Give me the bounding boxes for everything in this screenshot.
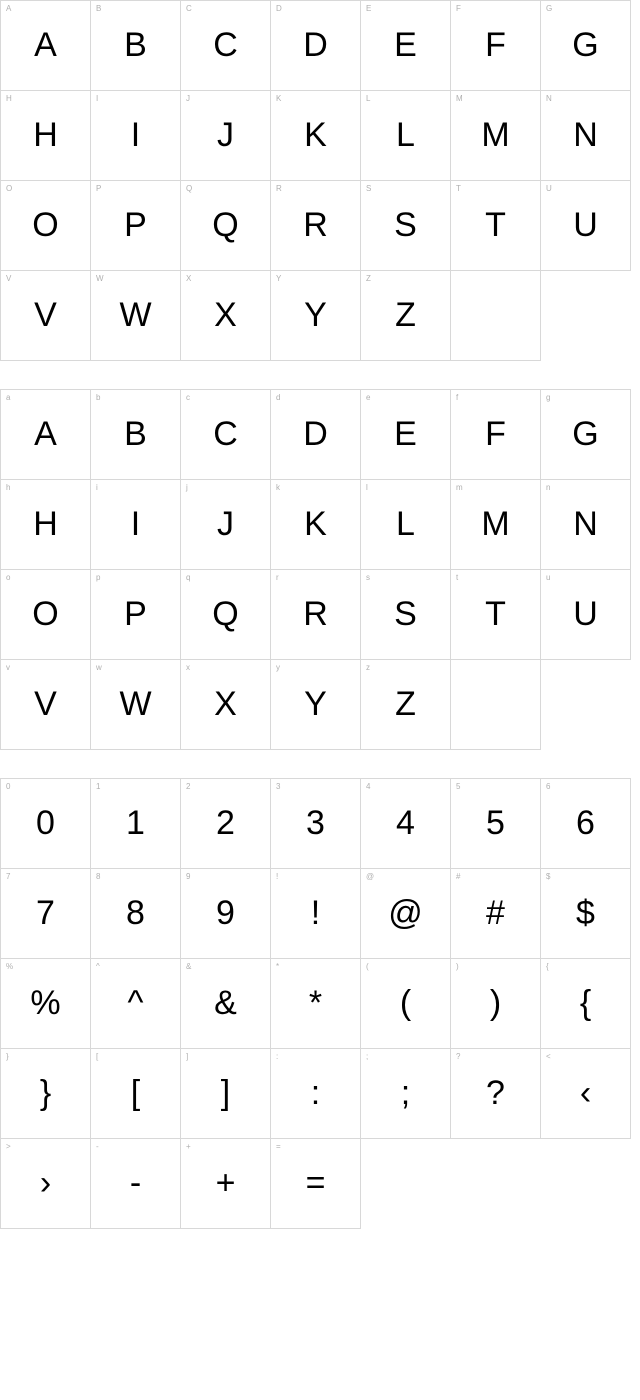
glyph-character: # bbox=[486, 893, 505, 932]
glyph-cell bbox=[181, 959, 271, 1049]
glyph-cell bbox=[1, 1139, 91, 1229]
glyph-cell bbox=[361, 1049, 451, 1139]
glyph-code-label: F bbox=[456, 4, 461, 13]
glyph-cell-empty bbox=[451, 271, 541, 361]
glyph-cell bbox=[361, 1, 451, 91]
glyph-character: 3 bbox=[306, 803, 325, 842]
glyph-cell bbox=[181, 779, 271, 869]
glyph-code-label: # bbox=[456, 872, 461, 881]
glyph-character: ] bbox=[220, 1073, 231, 1112]
glyph-cell bbox=[91, 390, 181, 480]
glyph-code-label: 5 bbox=[456, 782, 461, 791]
glyph-character: D bbox=[303, 414, 328, 453]
glyph-character: Y bbox=[304, 684, 327, 723]
glyph-cell bbox=[181, 570, 271, 660]
glyph-cell bbox=[271, 1139, 361, 1229]
glyph-cell bbox=[271, 1, 361, 91]
glyph-cell bbox=[181, 1139, 271, 1229]
glyph-cell bbox=[91, 1139, 181, 1229]
glyph-character: ( bbox=[399, 983, 412, 1022]
glyph-cell bbox=[271, 570, 361, 660]
glyph-character: T bbox=[485, 205, 506, 244]
glyph-cell bbox=[541, 779, 631, 869]
glyph-code-label: l bbox=[366, 483, 368, 492]
glyph-code-label: a bbox=[6, 393, 11, 402]
glyph-character: Z bbox=[395, 295, 416, 334]
glyph-code-label: D bbox=[276, 4, 282, 13]
glyph-cell bbox=[361, 570, 451, 660]
glyph-code-label: 2 bbox=[186, 782, 191, 791]
glyph-cell bbox=[91, 779, 181, 869]
glyph-cell bbox=[541, 390, 631, 480]
glyph-character: T bbox=[485, 594, 506, 633]
glyph-character: 2 bbox=[216, 803, 235, 842]
glyph-character: * bbox=[308, 983, 323, 1022]
glyph-code-label: G bbox=[546, 4, 553, 13]
glyph-character: [ bbox=[130, 1073, 141, 1112]
glyph-code-label: M bbox=[456, 94, 463, 103]
glyph-character: + bbox=[215, 1163, 236, 1202]
glyph-cell bbox=[541, 480, 631, 570]
glyph-character: S bbox=[394, 594, 417, 633]
glyph-section-uppercase bbox=[0, 0, 631, 361]
glyph-cell bbox=[541, 1, 631, 91]
glyph-character: G bbox=[572, 25, 599, 64]
glyph-code-label: 1 bbox=[96, 782, 101, 791]
glyph-code-label: b bbox=[96, 393, 101, 402]
glyph-cell bbox=[541, 1049, 631, 1139]
glyph-cell bbox=[451, 181, 541, 271]
glyph-cell bbox=[271, 869, 361, 959]
glyph-cell bbox=[361, 181, 451, 271]
glyph-character: C bbox=[213, 25, 238, 64]
glyph-code-label: c bbox=[186, 393, 190, 402]
glyph-character: 8 bbox=[126, 893, 145, 932]
glyph-cell-blank bbox=[451, 1139, 541, 1229]
glyph-code-label: y bbox=[276, 663, 280, 672]
glyph-code-label: 6 bbox=[546, 782, 551, 791]
glyph-cell bbox=[181, 1049, 271, 1139]
glyph-code-label: h bbox=[6, 483, 11, 492]
glyph-cell bbox=[181, 869, 271, 959]
glyph-code-label: - bbox=[96, 1142, 99, 1151]
glyph-character: R bbox=[303, 594, 328, 633]
glyph-code-label: i bbox=[96, 483, 98, 492]
glyph-cell bbox=[1, 390, 91, 480]
glyph-cell bbox=[1, 959, 91, 1049]
glyph-cell bbox=[181, 480, 271, 570]
glyph-cell bbox=[181, 390, 271, 480]
glyph-cell bbox=[271, 779, 361, 869]
glyph-code-label: 3 bbox=[276, 782, 281, 791]
glyph-character: E bbox=[394, 414, 417, 453]
glyph-code-label: f bbox=[456, 393, 459, 402]
glyph-code-label: K bbox=[276, 94, 282, 103]
glyph-character: D bbox=[303, 25, 328, 64]
glyph-cell bbox=[91, 959, 181, 1049]
glyph-character: M bbox=[481, 504, 510, 543]
glyph-section-symbols bbox=[0, 778, 631, 1229]
glyph-code-label: ) bbox=[456, 962, 459, 971]
glyph-code-label: E bbox=[366, 4, 372, 13]
glyph-cell bbox=[91, 869, 181, 959]
glyph-cell bbox=[451, 1, 541, 91]
glyph-character: H bbox=[33, 115, 58, 154]
glyph-character: 1 bbox=[126, 803, 145, 842]
glyph-cell bbox=[361, 869, 451, 959]
glyph-character: E bbox=[394, 25, 417, 64]
glyph-cell bbox=[91, 570, 181, 660]
glyph-character: O bbox=[32, 205, 59, 244]
glyph-character: = bbox=[305, 1163, 326, 1202]
glyph-character: L bbox=[396, 504, 415, 543]
glyph-character: 5 bbox=[486, 803, 505, 842]
glyph-character: K bbox=[304, 115, 327, 154]
glyph-code-label: n bbox=[546, 483, 551, 492]
glyph-character: 6 bbox=[576, 803, 595, 842]
glyph-cell bbox=[271, 181, 361, 271]
glyph-character: K bbox=[304, 504, 327, 543]
glyph-cell bbox=[361, 91, 451, 181]
glyph-code-label: t bbox=[456, 573, 459, 582]
glyph-cell bbox=[541, 570, 631, 660]
glyph-character: A bbox=[34, 414, 57, 453]
glyph-cell bbox=[541, 181, 631, 271]
glyph-cell bbox=[361, 959, 451, 1049]
glyph-code-label: u bbox=[546, 573, 551, 582]
glyph-code-label: < bbox=[546, 1052, 551, 1061]
glyph-character: B bbox=[124, 414, 147, 453]
glyph-character bbox=[451, 660, 540, 749]
glyph-cell bbox=[541, 91, 631, 181]
glyph-cell bbox=[181, 181, 271, 271]
glyph-cell-blank bbox=[541, 660, 631, 750]
glyph-code-label: ! bbox=[276, 872, 279, 881]
glyph-code-label: I bbox=[96, 94, 99, 103]
glyph-code-label: w bbox=[96, 663, 102, 672]
glyph-code-label: X bbox=[186, 274, 192, 283]
glyph-character: } bbox=[39, 1073, 52, 1112]
glyph-code-label: ^ bbox=[96, 962, 100, 971]
glyph-cell bbox=[451, 779, 541, 869]
glyph-section-lowercase bbox=[0, 389, 631, 750]
glyph-cell-blank bbox=[361, 1139, 451, 1229]
glyph-character: % bbox=[30, 983, 61, 1022]
glyph-code-label: ? bbox=[456, 1052, 461, 1061]
glyph-character: X bbox=[214, 684, 237, 723]
glyph-cell bbox=[1, 1049, 91, 1139]
glyph-code-label: ; bbox=[366, 1052, 369, 1061]
glyph-code-label: p bbox=[96, 573, 101, 582]
glyph-character: U bbox=[573, 205, 598, 244]
glyph-character: Q bbox=[212, 205, 239, 244]
glyph-character: $ bbox=[576, 893, 595, 932]
glyph-code-label: 4 bbox=[366, 782, 371, 791]
glyph-code-label: q bbox=[186, 573, 191, 582]
glyph-cell bbox=[271, 271, 361, 361]
glyph-cell bbox=[1, 480, 91, 570]
glyph-character bbox=[451, 271, 540, 360]
glyph-code-label: L bbox=[366, 94, 371, 103]
glyph-code-label: H bbox=[6, 94, 12, 103]
glyph-code-label: $ bbox=[546, 872, 551, 881]
glyph-character: F bbox=[485, 414, 506, 453]
glyph-code-label: 9 bbox=[186, 872, 191, 881]
glyph-cell bbox=[1, 779, 91, 869]
glyph-code-label: d bbox=[276, 393, 281, 402]
glyph-character: ^ bbox=[127, 983, 144, 1022]
glyph-cell bbox=[271, 390, 361, 480]
glyph-cell bbox=[451, 1049, 541, 1139]
glyph-code-label: C bbox=[186, 4, 192, 13]
glyph-code-label: ( bbox=[366, 962, 369, 971]
glyph-character: { bbox=[579, 983, 592, 1022]
glyph-code-label: 0 bbox=[6, 782, 11, 791]
glyph-code-label: = bbox=[276, 1142, 281, 1151]
glyph-code-label: * bbox=[276, 962, 280, 971]
glyph-character: Z bbox=[395, 684, 416, 723]
glyph-cell bbox=[361, 480, 451, 570]
glyph-code-label: A bbox=[6, 4, 12, 13]
glyph-character: X bbox=[214, 295, 237, 334]
glyph-character: - bbox=[129, 1163, 142, 1202]
glyph-cell bbox=[1, 869, 91, 959]
glyph-code-label: > bbox=[6, 1142, 11, 1151]
glyph-cell-blank bbox=[541, 1139, 631, 1229]
glyph-cell bbox=[91, 480, 181, 570]
glyph-character: 7 bbox=[36, 893, 55, 932]
glyph-cell bbox=[1, 91, 91, 181]
glyph-character: › bbox=[39, 1163, 52, 1202]
glyph-code-label: T bbox=[456, 184, 461, 193]
glyph-cell bbox=[451, 91, 541, 181]
glyph-code-label: { bbox=[546, 962, 549, 971]
glyph-character: H bbox=[33, 504, 58, 543]
glyph-code-label: % bbox=[6, 962, 14, 971]
glyph-character: B bbox=[124, 25, 147, 64]
glyph-character: P bbox=[124, 594, 147, 633]
glyph-character: P bbox=[124, 205, 147, 244]
glyph-cell bbox=[181, 91, 271, 181]
glyph-character: @ bbox=[388, 893, 423, 932]
glyph-code-label: x bbox=[186, 663, 190, 672]
glyph-character: 4 bbox=[396, 803, 415, 842]
glyph-code-label: r bbox=[276, 573, 279, 582]
glyph-cell bbox=[541, 959, 631, 1049]
glyph-cell bbox=[1, 271, 91, 361]
glyph-cell bbox=[1, 660, 91, 750]
glyph-character: R bbox=[303, 205, 328, 244]
glyph-cell bbox=[91, 1049, 181, 1139]
glyph-character: V bbox=[34, 684, 57, 723]
glyph-cell bbox=[451, 959, 541, 1049]
glyph-code-label: j bbox=[186, 483, 188, 492]
glyph-cell bbox=[91, 91, 181, 181]
glyph-cell-empty bbox=[451, 660, 541, 750]
glyph-character: ? bbox=[486, 1073, 505, 1112]
glyph-cell bbox=[541, 869, 631, 959]
glyph-cell bbox=[451, 869, 541, 959]
glyph-code-label: g bbox=[546, 393, 551, 402]
glyph-character: ) bbox=[489, 983, 502, 1022]
glyph-code-label: O bbox=[6, 184, 13, 193]
glyph-character: C bbox=[213, 414, 238, 453]
glyph-cell bbox=[451, 480, 541, 570]
glyph-code-label: m bbox=[456, 483, 463, 492]
glyph-character: 9 bbox=[216, 893, 235, 932]
glyph-cell bbox=[181, 271, 271, 361]
glyph-code-label: + bbox=[186, 1142, 191, 1151]
glyph-code-label: s bbox=[366, 573, 370, 582]
glyph-cell bbox=[271, 660, 361, 750]
glyph-code-label: P bbox=[96, 184, 102, 193]
glyph-cell bbox=[271, 91, 361, 181]
glyph-code-label: Q bbox=[186, 184, 193, 193]
glyph-character: L bbox=[396, 115, 415, 154]
glyph-character: : bbox=[310, 1073, 321, 1112]
glyph-cell bbox=[271, 480, 361, 570]
glyph-character: Q bbox=[212, 594, 239, 633]
glyph-cell bbox=[1, 1, 91, 91]
glyph-cell bbox=[91, 181, 181, 271]
glyph-code-label: z bbox=[366, 663, 370, 672]
glyph-character: J bbox=[217, 115, 234, 154]
glyph-cell bbox=[91, 660, 181, 750]
glyph-character: O bbox=[32, 594, 59, 633]
glyph-code-label: e bbox=[366, 393, 371, 402]
glyph-character: G bbox=[572, 414, 599, 453]
glyph-cell bbox=[361, 779, 451, 869]
glyph-code-label: [ bbox=[96, 1052, 99, 1061]
glyph-cell bbox=[451, 390, 541, 480]
glyph-character: U bbox=[573, 594, 598, 633]
glyph-character: I bbox=[130, 115, 141, 154]
glyph-code-label: B bbox=[96, 4, 102, 13]
glyph-code-label: S bbox=[366, 184, 372, 193]
glyph-cell bbox=[91, 271, 181, 361]
glyph-character: N bbox=[573, 504, 598, 543]
glyph-code-label: Z bbox=[366, 274, 371, 283]
glyph-character: ; bbox=[400, 1073, 411, 1112]
glyph-character: Y bbox=[304, 295, 327, 334]
glyph-cell bbox=[271, 959, 361, 1049]
glyph-cell bbox=[181, 660, 271, 750]
glyph-code-label: o bbox=[6, 573, 11, 582]
glyph-character: M bbox=[481, 115, 510, 154]
glyph-cell bbox=[1, 570, 91, 660]
section-divider-1 bbox=[0, 361, 640, 389]
glyph-character: W bbox=[119, 684, 152, 723]
glyph-code-label: U bbox=[546, 184, 552, 193]
glyph-character: A bbox=[34, 25, 57, 64]
glyph-code-label: N bbox=[546, 94, 552, 103]
glyph-cell bbox=[361, 660, 451, 750]
glyph-code-label: @ bbox=[366, 872, 375, 881]
glyph-cell bbox=[1, 181, 91, 271]
glyph-cell-blank bbox=[541, 271, 631, 361]
glyph-code-label: & bbox=[186, 962, 192, 971]
section-divider-2 bbox=[0, 750, 640, 778]
glyph-code-label: } bbox=[6, 1052, 9, 1061]
glyph-code-label: 7 bbox=[6, 872, 11, 881]
glyph-character: I bbox=[130, 504, 141, 543]
glyph-character: J bbox=[217, 504, 234, 543]
glyph-character: N bbox=[573, 115, 598, 154]
glyph-character: ‹ bbox=[579, 1073, 592, 1112]
glyph-character: S bbox=[394, 205, 417, 244]
glyph-character: & bbox=[214, 983, 237, 1022]
glyph-character: F bbox=[485, 25, 506, 64]
glyph-character: V bbox=[34, 295, 57, 334]
glyph-code-label: : bbox=[276, 1052, 279, 1061]
glyph-code-label: R bbox=[276, 184, 282, 193]
glyph-character: ! bbox=[310, 893, 321, 932]
glyph-cell bbox=[361, 271, 451, 361]
glyph-code-label: J bbox=[186, 94, 190, 103]
glyph-character: 0 bbox=[36, 803, 55, 842]
glyph-code-label: W bbox=[96, 274, 104, 283]
glyph-code-label: Y bbox=[276, 274, 282, 283]
glyph-code-label: 8 bbox=[96, 872, 101, 881]
glyph-code-label: v bbox=[6, 663, 10, 672]
glyph-code-label: ] bbox=[186, 1052, 189, 1061]
glyph-character: W bbox=[119, 295, 152, 334]
glyph-cell bbox=[361, 390, 451, 480]
glyph-code-label: k bbox=[276, 483, 280, 492]
glyph-cell bbox=[91, 1, 181, 91]
glyph-code-label: V bbox=[6, 274, 12, 283]
glyph-cell bbox=[271, 1049, 361, 1139]
glyph-cell bbox=[181, 1, 271, 91]
glyph-cell bbox=[451, 570, 541, 660]
